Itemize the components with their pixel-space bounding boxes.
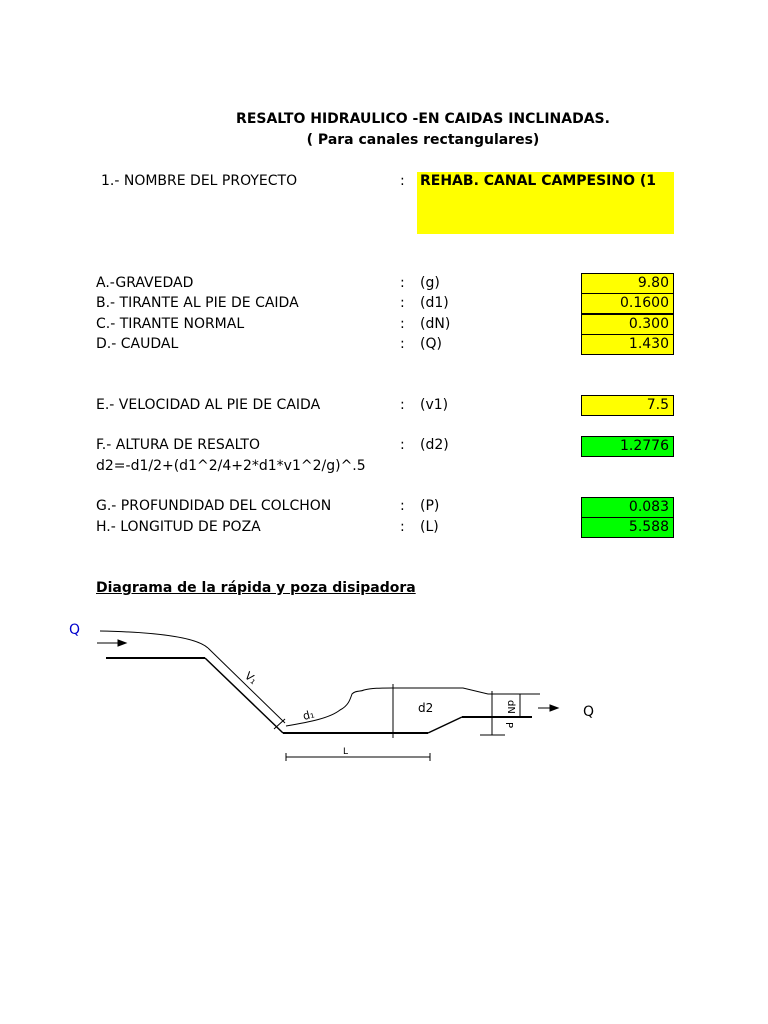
row-symbol-p: (P) — [420, 498, 440, 514]
d2-label: d2 — [418, 701, 434, 715]
value-cell-p[interactable]: 0.083 — [581, 497, 674, 518]
diagram-heading: Diagrama de la rápida y poza disipadora — [96, 580, 416, 596]
page-title: RESALTO HIDRAULICO -EN CAIDAS INCLINADAS. — [236, 111, 610, 127]
value-cell-dn[interactable]: 0.300 — [581, 314, 674, 335]
chute-water-surface — [208, 648, 285, 723]
v1-label: V₁ — [242, 669, 260, 687]
d1-tick — [274, 719, 285, 729]
value-cell-d2[interactable]: 1.2776 — [581, 436, 674, 457]
p-label: P — [503, 722, 514, 729]
row-symbol-q: (Q) — [420, 336, 442, 352]
water-surface-upstream — [100, 631, 208, 648]
project-separator: : — [400, 173, 405, 189]
value-cell-g[interactable]: 9.80 — [581, 273, 674, 294]
project-name-cell[interactable]: REHAB. CANAL CAMPESINO (1 — [417, 172, 674, 234]
row-symbol-dn: (dN) — [420, 316, 451, 332]
page-subtitle: ( Para canales rectangulares) — [306, 132, 540, 148]
row-label-velocidad: E.- VELOCIDAD AL PIE DE CAIDA — [96, 397, 321, 413]
value-cell-d1[interactable]: 0.1600 — [581, 293, 674, 314]
row-sep: : — [400, 437, 405, 453]
l-label: L — [343, 747, 349, 757]
end-sill — [428, 717, 462, 733]
row-sep: : — [400, 295, 405, 311]
q-outflow-label: Q — [583, 704, 595, 720]
row-label-profundidad: G.- PROFUNDIDAD DEL COLCHON — [96, 498, 332, 514]
dn-label: dN — [505, 700, 516, 714]
row-label-altura-resalto: F.- ALTURA DE RESALTO — [96, 437, 261, 453]
outflow-arrow-head — [550, 705, 558, 711]
row-label-caudal: D.- CAUDAL — [96, 336, 179, 352]
d1-label: d₁ — [301, 707, 316, 723]
inflow-arrow-head — [118, 640, 126, 646]
jump-water-surface — [286, 688, 540, 729]
row-symbol-g: (g) — [420, 275, 440, 291]
row-label-tirante-normal: C.- TIRANTE NORMAL — [96, 316, 245, 332]
row-sep: : — [400, 498, 405, 514]
chute-floor — [205, 658, 283, 733]
project-label: 1.- NOMBRE DEL PROYECTO — [101, 173, 298, 189]
value-cell-q[interactable]: 1.430 — [581, 334, 674, 355]
value-cell-l[interactable]: 5.588 — [581, 517, 674, 538]
row-sep: : — [400, 519, 405, 535]
row-symbol-l: (L) — [420, 519, 439, 535]
row-sep: : — [400, 316, 405, 332]
q-inflow-label: Q — [69, 622, 81, 638]
row-sep: : — [400, 397, 405, 413]
value-cell-v1[interactable]: 7.5 — [581, 395, 674, 416]
row-sep: : — [400, 275, 405, 291]
row-label-gravedad: A.-GRAVEDAD — [96, 275, 194, 291]
row-symbol-v1: (v1) — [420, 397, 449, 413]
row-label-tirante-pie: B.- TIRANTE AL PIE DE CAIDA — [96, 295, 299, 311]
row-symbol-d1: (d1) — [420, 295, 449, 311]
row-sep: : — [400, 336, 405, 352]
formula-d2: d2=-d1/2+(d1^2/4+2*d1*v1^2/g)^.5 — [96, 458, 366, 474]
row-label-longitud: H.- LONGITUD DE POZA — [96, 519, 261, 535]
row-symbol-d2: (d2) — [420, 437, 449, 453]
